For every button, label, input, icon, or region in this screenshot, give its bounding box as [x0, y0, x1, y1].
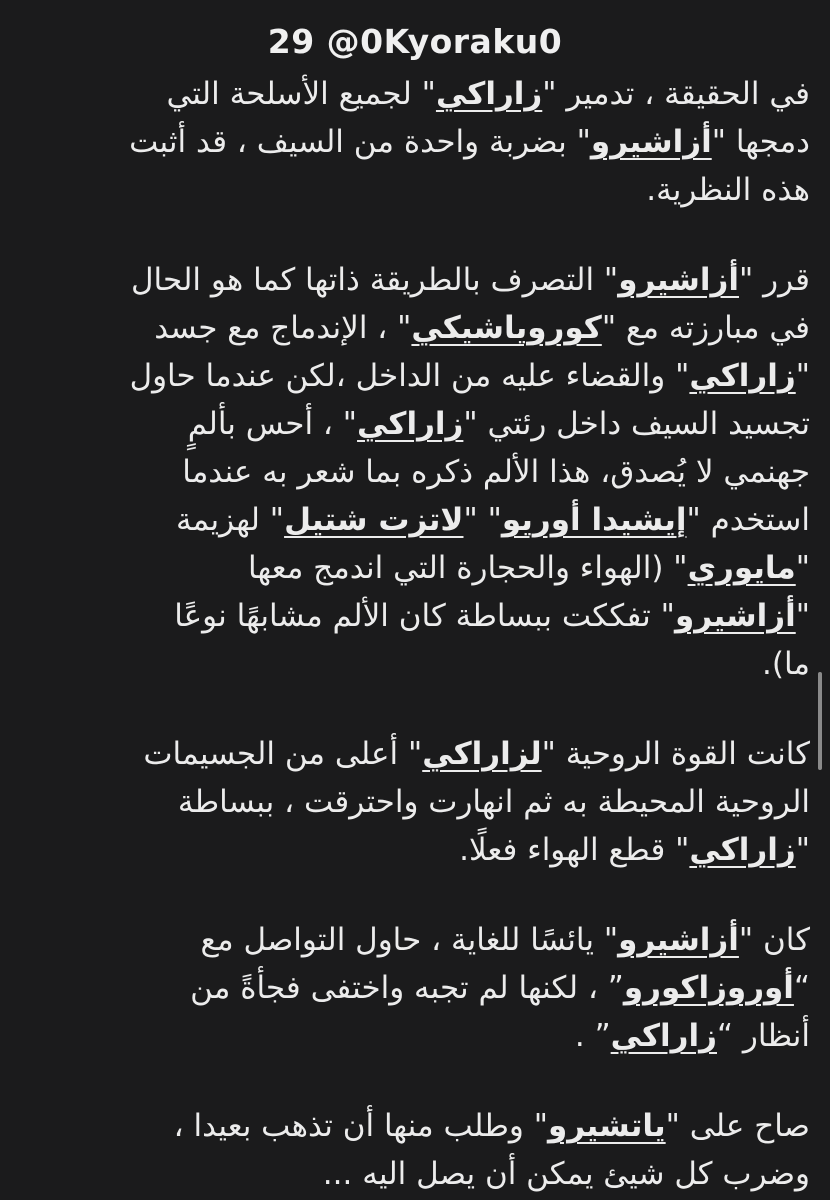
paragraph [118, 1102, 810, 1198]
article-body [118, 70, 810, 1198]
scrollbar[interactable] [818, 672, 822, 770]
paragraph [118, 730, 810, 874]
paragraph-text: " وطلب منها أن تذهب بعيدا ، وضرب كل شيئ يمكن أن يصل اليه ... [173, 1108, 810, 1192]
paragraph-text: " يائسًا للغاية ، حاول التواصل مع “ [200, 922, 810, 1006]
character-name: إيشيدا أوريو [501, 502, 687, 538]
paragraph-text: " ، أحس بألمٍ جهنمي لا يُصدق، هذا الألم ذكره بما شعر به عندما استخدم " [182, 406, 810, 538]
character-name: أوروزاكورو [623, 970, 794, 1006]
paragraph-text: في الحقيقة ، تدمير " [542, 76, 810, 112]
paragraph-text: كان " [738, 922, 810, 958]
character-name: زاراكي [357, 406, 464, 442]
character-name: أزاشيرو [674, 598, 796, 634]
character-name: أزاشيرو [618, 922, 739, 958]
paragraph-text: " تفككت ببساطة كان الألم مشابهًا نوعًا ما). [174, 598, 810, 682]
paragraph-text: كانت القوة الروحية " [541, 736, 810, 772]
character-name: أزاشيرو [618, 262, 739, 298]
character-name: زاراكي [689, 358, 796, 394]
paragraph-text: " قطع الهواء فعلًا. [459, 832, 690, 868]
paragraph-text: ” ، لكنها لم تجبه واختفى فجأةً من أنظار “ [190, 970, 810, 1054]
paragraph-text: ” . [574, 1018, 611, 1054]
character-name: ياتشيرو [547, 1108, 666, 1144]
paragraph-text: قرر " [738, 262, 810, 298]
paragraph-text: " التصرف بالطريقة ذاتها كما هو الحال في مبارزته مع " [130, 262, 810, 346]
character-name: زاراكي [689, 832, 796, 868]
paragraph [118, 916, 810, 1060]
character-name: أزاشيرو [590, 124, 712, 160]
character-name: زاراكي [435, 76, 543, 112]
character-name: لاتزت شتيل [284, 502, 464, 538]
paragraph [118, 70, 810, 214]
paragraph-text: " (الهواء والحجارة التي اندمج معها " [248, 550, 810, 634]
paragraph-text: " لجميع الأسلحة التي دمجها " [166, 76, 810, 160]
paragraph-text: " أعلى من الجسيمات الروحية المحيطة به ثم انهارت واحترقت ، ببساطة " [143, 736, 810, 868]
paragraph-text: " بضربة واحدة من السيف ، قد أثبت هذه النظرية. [129, 124, 810, 208]
character-name: لزاراكي [422, 736, 542, 772]
paragraph-text: " لهزيمة " [175, 502, 810, 586]
paragraph-text: " والقضاء عليه من الداخل ،لكن عندما حاول تجسيد السيف داخل رئتي " [129, 358, 810, 442]
paragraph-text: " " [463, 502, 502, 538]
character-name: كوروياشيكي [411, 310, 602, 346]
tweet-header: 29 @0Kyoraku0 [267, 22, 563, 61]
character-name: مايوري [687, 550, 796, 586]
paragraph-text: صاح على " [665, 1108, 810, 1144]
paragraph-text: " ، الإندماج مع جسد " [154, 310, 810, 394]
character-name: زاراكي [610, 1018, 717, 1054]
paragraph [118, 256, 810, 688]
